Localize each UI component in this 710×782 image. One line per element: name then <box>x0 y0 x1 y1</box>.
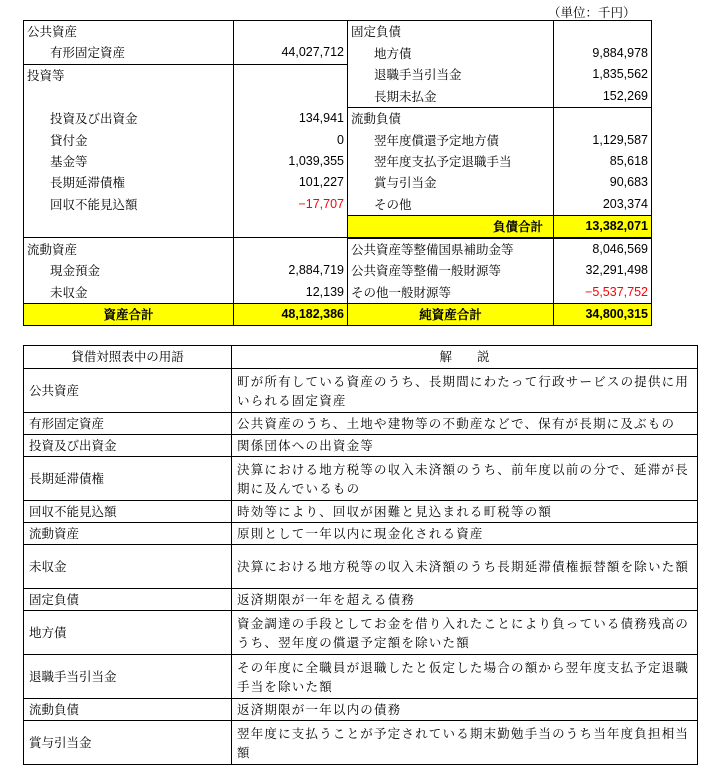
glossary-term: 流動負債 <box>24 699 232 721</box>
glossary-desc: 翌年度に支払うことが予定されている期末勤勉手当のうち当年度負担相当額 <box>232 721 698 765</box>
glossary-row <box>24 501 698 523</box>
bs-uncollectible-value: −17,707 <box>234 193 348 215</box>
bs-other-general-label: その他一般財源等 <box>348 282 554 304</box>
bs-net-assets-total-value: 34,800,315 <box>554 303 652 325</box>
bs-row <box>24 172 652 193</box>
bs-cash-label: 現金預金 <box>24 260 234 281</box>
glossary-desc: その年度に全職員が退職したと仮定した場合の額から翌年度支払予定退職手当を除いた額 <box>232 655 698 699</box>
glossary-row <box>24 611 698 655</box>
bs-row <box>24 238 652 260</box>
glossary-term: 賞与引当金 <box>24 721 232 765</box>
glossary-term: 回収不能見込額 <box>24 501 232 523</box>
glossary-term: 公共資産 <box>24 369 232 413</box>
bs-investment-capital-label: 投資及び出資金 <box>24 108 234 130</box>
bs-general-funds-label: 公共資産等整備一般財源等 <box>348 260 554 281</box>
glossary-row <box>24 369 698 413</box>
bs-liabilities-total-label: 負債合計 <box>348 215 554 238</box>
glossary-term: 固定負債 <box>24 589 232 611</box>
glossary-desc: 公共資産のうち、土地や建物等の不動産などで、保有が長期に及ぶもの <box>232 413 698 435</box>
bs-cash-value: 2,884,719 <box>234 260 348 281</box>
glossary-desc: 時効等により、回収が困難と見込まれる町税等の額 <box>232 501 698 523</box>
bs-row <box>24 108 652 130</box>
bs-local-bonds-value: 9,884,978 <box>554 42 652 64</box>
bs-receivables-label: 未収金 <box>24 282 234 304</box>
glossary-table <box>23 345 698 765</box>
bs-row <box>24 215 652 238</box>
bs-subsidy-value: 8,046,569 <box>554 238 652 260</box>
glossary-row <box>24 523 698 545</box>
glossary-header <box>24 346 698 369</box>
bs-public-assets-label: 公共資産 <box>24 21 234 43</box>
glossary-desc: 返済期限が一年以内の債務 <box>232 699 698 721</box>
bs-long-unpaid-value: 152,269 <box>554 86 652 108</box>
bs-other-value: 203,374 <box>554 193 652 215</box>
bs-retirement-label: 退職手当引当金 <box>348 64 554 86</box>
bs-liabilities-total-value: 13,382,071 <box>554 215 652 238</box>
bs-row <box>24 151 652 172</box>
bs-row <box>24 260 652 281</box>
glossary-term: 未収金 <box>24 545 232 589</box>
glossary-row <box>24 413 698 435</box>
bs-row <box>24 129 652 150</box>
unit-label: （単位：千円） <box>548 5 636 20</box>
glossary-term: 退職手当引当金 <box>24 655 232 699</box>
bs-current-liabilities-label: 流動負債 <box>348 108 554 130</box>
bs-fixed-liabilities-label: 固定負債 <box>348 21 554 43</box>
glossary-desc: 原則として一年以内に現金化される資産 <box>232 523 698 545</box>
bs-investment-capital-value: 134,941 <box>234 108 348 130</box>
bs-row <box>24 86 652 108</box>
glossary-row <box>24 545 698 589</box>
bs-loans-label: 貸付金 <box>24 129 234 150</box>
glossary-row <box>24 435 698 457</box>
bs-retirement-value: 1,835,562 <box>554 64 652 86</box>
glossary-row <box>24 721 698 765</box>
glossary-term-header: 貸借対照表中の用語 <box>24 346 232 369</box>
bs-general-funds-value: 32,291,498 <box>554 260 652 281</box>
glossary-term: 長期延滞債権 <box>24 457 232 501</box>
bs-local-bonds-label: 地方債 <box>348 42 554 64</box>
bs-next-year-bonds-label: 翌年度償還予定地方債 <box>348 129 554 150</box>
bs-total-row <box>24 303 652 325</box>
bs-subsidy-label: 公共資産等整備国県補助金等 <box>348 238 554 260</box>
bs-current-assets-label: 流動資産 <box>24 238 234 260</box>
bs-funds-value: 1,039,355 <box>234 151 348 172</box>
bs-row <box>24 282 652 304</box>
bs-investments-label: 投資等 <box>24 64 234 86</box>
bs-uncollectible-label: 回収不能見込額 <box>24 193 234 215</box>
bs-other-general-value: −5,537,752 <box>554 282 652 304</box>
bs-tangible-label: 有形固定資産 <box>24 42 234 64</box>
glossary-desc: 町が所有している資産のうち、長期間にわたって行政サービスの提供に用いられる固定資産 <box>232 369 698 413</box>
glossary-term: 投資及び出資金 <box>24 435 232 457</box>
glossary-desc: 決算における地方税等の収入未済額のうち長期延滞債権振替額を除いた額 <box>232 545 698 589</box>
bs-funds-label: 基金等 <box>24 151 234 172</box>
bs-bonus-reserve-label: 賞与引当金 <box>348 172 554 193</box>
bs-next-year-bonds-value: 1,129,587 <box>554 129 652 150</box>
glossary-term: 流動資産 <box>24 523 232 545</box>
bs-row <box>24 193 652 215</box>
glossary-row <box>24 699 698 721</box>
bs-row <box>24 21 652 43</box>
bs-assets-total-label: 資産合計 <box>24 303 234 325</box>
glossary-row <box>24 457 698 501</box>
glossary-desc: 返済期限が一年を超える債務 <box>232 589 698 611</box>
bs-next-year-retirement-value: 85,618 <box>554 151 652 172</box>
glossary-desc-header: 解 説 <box>232 346 698 369</box>
bs-bonus-reserve-value: 90,683 <box>554 172 652 193</box>
glossary-term: 地方債 <box>24 611 232 655</box>
bs-net-assets-total-label: 純資産合計 <box>348 303 554 325</box>
glossary-row <box>24 655 698 699</box>
glossary-desc: 資金調達の手段としてお金を借り入れたことにより負っている債務残高のうち、翌年度の償還予定額を除いた額 <box>232 611 698 655</box>
glossary-term: 有形固定資産 <box>24 413 232 435</box>
bs-tangible-value: 44,027,712 <box>234 42 348 64</box>
bs-loans-value: 0 <box>234 129 348 150</box>
glossary-row <box>24 589 698 611</box>
bs-assets-total-value: 48,182,386 <box>234 303 348 325</box>
balance-sheet-table <box>23 20 652 326</box>
bs-next-year-retirement-label: 翌年度支払予定退職手当 <box>348 151 554 172</box>
bs-long-unpaid-label: 長期未払金 <box>348 86 554 108</box>
glossary-desc: 関係団体への出資金等 <box>232 435 698 457</box>
bs-long-overdue-label: 長期延滞債権 <box>24 172 234 193</box>
bs-receivables-value: 12,139 <box>234 282 348 304</box>
bs-row <box>24 64 652 86</box>
bs-long-overdue-value: 101,227 <box>234 172 348 193</box>
bs-row <box>24 42 652 64</box>
bs-other-label: その他 <box>348 193 554 215</box>
glossary-desc: 決算における地方税等の収入未済額のうち、前年度以前の分で、延滞が長期に及んでいるもの <box>232 457 698 501</box>
